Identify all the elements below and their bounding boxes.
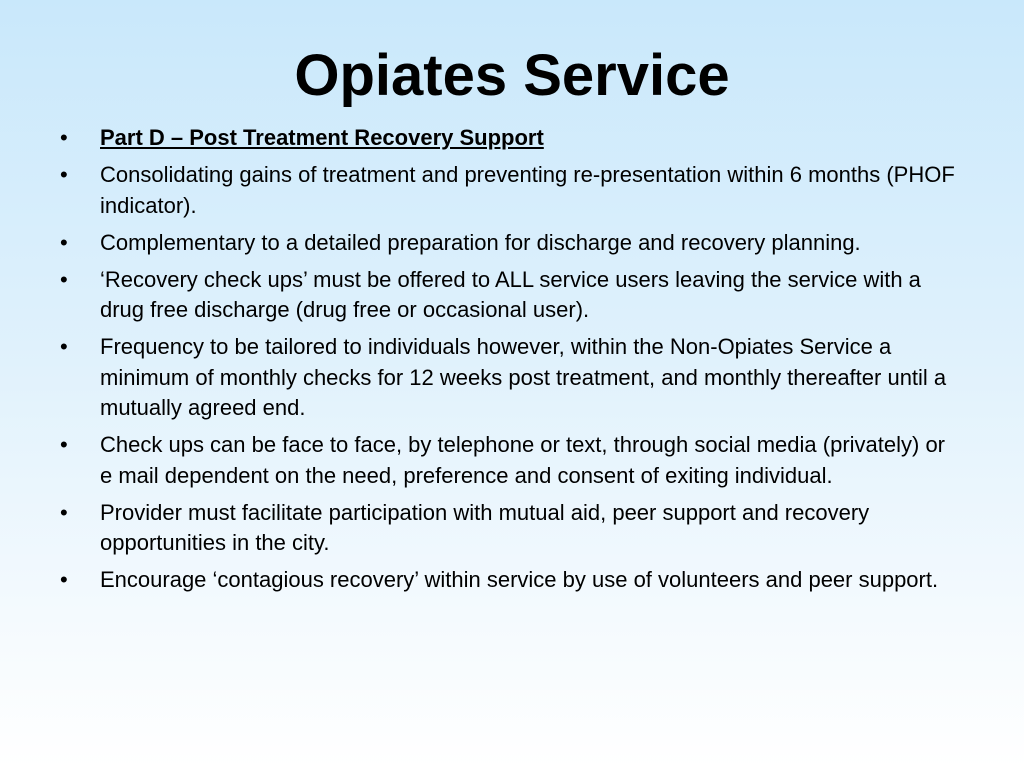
bullet-icon: • bbox=[60, 229, 68, 255]
bullet-icon: • bbox=[60, 432, 68, 457]
bullet-icon: • bbox=[60, 266, 68, 292]
bullet-item bbox=[60, 430, 960, 491]
bullet-text: Consolidating gains of treatment and preventing re-presentation within 6 months (PHOF indicator). bbox=[100, 162, 955, 218]
bullet-item bbox=[60, 228, 960, 259]
bullet-list bbox=[60, 123, 960, 602]
bullet-heading-item bbox=[60, 123, 960, 154]
section-heading: Part D – Post Treatment Recovery Support bbox=[100, 125, 544, 150]
bullet-item bbox=[60, 265, 960, 326]
bullet-text: Provider must facilitate participation with mutual aid, peer support and recovery opportunities in the city. bbox=[100, 499, 870, 555]
bullet-icon: • bbox=[60, 125, 68, 150]
bullet-icon: • bbox=[60, 334, 68, 359]
bullet-text: ‘Recovery check ups’ must be offered to ALL service users leaving the service with a drug free discharge (drug free or occasional user). bbox=[100, 266, 921, 322]
bullet-icon: • bbox=[60, 162, 68, 187]
bullet-text: Complementary to a detailed preparation for discharge and recovery planning. bbox=[100, 229, 861, 255]
slide-title: Opiates Service bbox=[294, 43, 730, 108]
bullet-item bbox=[60, 565, 960, 596]
bullet-item bbox=[60, 332, 960, 424]
bullet-text: Check ups can be face to face, by telephone or text, through social media (privately) or e mail dependent on the need, preference and consent of exiting individual. bbox=[100, 432, 946, 488]
bullet-text: Encourage ‘contagious recovery’ within service by use of volunteers and peer support. bbox=[100, 567, 939, 592]
bullet-text: Frequency to be tailored to individuals however, within the Non-Opiates Service a minimum of monthly checks for 12 weeks post treatment, and monthly thereafter until a mutually agreed end. bbox=[100, 334, 947, 420]
bullet-icon: • bbox=[60, 499, 68, 525]
bullet-icon: • bbox=[60, 567, 68, 592]
bullet-item bbox=[60, 498, 960, 559]
bullet-item bbox=[60, 160, 960, 221]
